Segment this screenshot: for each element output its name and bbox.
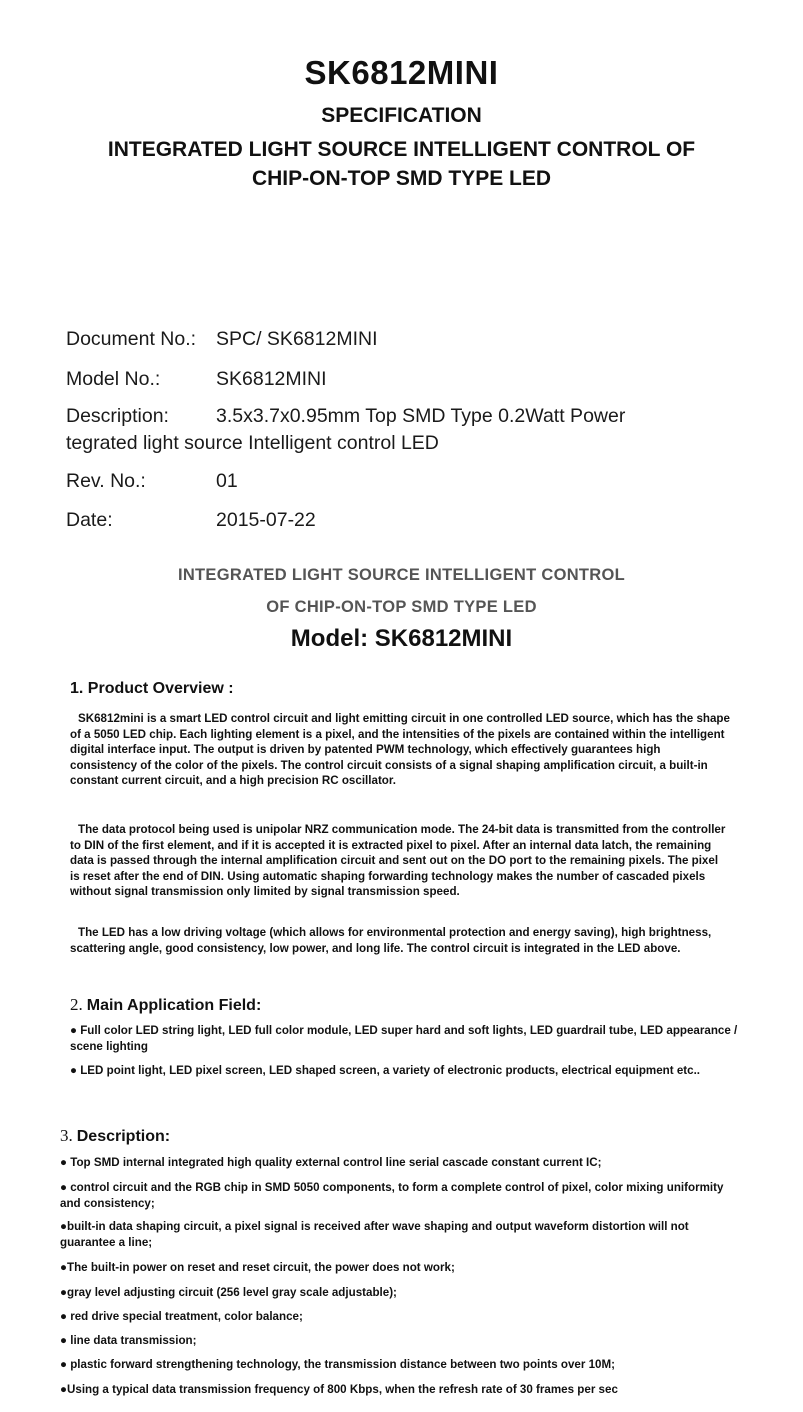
description-item: ●built-in data shaping circuit, a pixel signal is received after wave shaping and output waveform distortion will not guarantee a line; [60,1220,689,1249]
description-item: ● Top SMD internal integrated high quality external control line serial cascade constant current IC; [60,1156,602,1169]
date-label: Date: [66,509,113,531]
overview-paragraph-2: The data protocol being used is unipolar NRZ communication mode. The 24-bit data is transmitted from the controller to DIN of the first element, and if it is accepted it is extracted pixel to pixel. After an internal data latch, the remaining data is passed through the internal amplification circuit and sent out on the DO port to the remaining pixels. The pixel is reset after the end of DIN. Using automatic shaping forwarding technology makes the number of cascaded pixels without signal transmission only limited by signal transmission speed. [70,823,726,899]
description-item: ● plastic forward strengthening technology, the transmission distance between two points over 10M; [60,1358,615,1371]
description-item: ●Using a typical data transmission frequency of 800 Kbps, when the refresh rate of 30 frames per sec [60,1383,618,1396]
revision-label: Rev. No.: [66,470,146,492]
overview-paragraph-1: SK6812mini is a smart LED control circuit and light emitting circuit in one controlled LED source, which has the shape of a 5050 LED chip. Each lighting element is a pixel, and the intensities of the pixels are contained within the intelligent digital interface input. The output is driven by patented PWM technology, which effectively guarantees high consistency of the color of the pixels. The control circuit consists of a signal shaping amplification circuit, a built-in constant current circuit, and a high precision RC oscillator. [70,712,730,788]
description-number: 3. [60,1126,73,1145]
model-number-label: Model No.: [66,368,161,390]
description-item: ● red drive special treatment, color balance; [60,1310,303,1323]
document-number-label: Document No.: [66,328,197,350]
revision-value: 01 [216,470,238,492]
description-item: ●The built-in power on reset and reset circuit, the power does not work; [60,1261,455,1274]
description-item: ●gray level adjusting circuit (256 level gray scale adjustable); [60,1286,397,1299]
description-value: 3.5x3.7x0.95mm Top SMD Type 0.2Watt Power [216,405,626,427]
description-title: Description: [76,1128,171,1145]
date-value: 2015-07-22 [216,509,316,531]
overview-paragraph-3: The LED has a low driving voltage (which allows for environmental protection and energy saving), high brightness, scattering angle, good consistency, low power, and long life. The control circuit is integrated in the LED above. [70,926,712,955]
section-heading-line-2: OF CHIP-ON-TOP SMD TYPE LED [266,598,537,616]
description-heading [60,1126,170,1146]
document-number-value: SPC/ SK6812MINI [216,328,378,350]
application-item: ● Full color LED string light, LED full color module, LED super hard and soft lights, LED guardrail tube, LED appearance / scene lighting [70,1024,738,1053]
section-heading-line-1: INTEGRATED LIGHT SOURCE INTELLIGENT CONTROL [177,566,626,584]
application-number: 2. [70,995,83,1014]
specification-heading: SPECIFICATION [321,104,482,127]
model-number-value: SK6812MINI [216,368,327,390]
document-title: SK6812MINI [304,54,499,91]
product-overview-heading: 1. Product Overview : [70,680,234,697]
description-continuation: tegrated light source Intelligent control LED [66,432,439,454]
subtitle-line-1: INTEGRATED LIGHT SOURCE INTELLIGENT CONTROL OF [107,138,696,161]
application-heading [70,995,261,1015]
description-item: ● line data transmission; [60,1334,197,1347]
application-item: ● LED point light, LED pixel screen, LED shaped screen, a variety of electronic products, electrical equipment etc.. [70,1064,701,1077]
description-item: ● control circuit and the RGB chip in SMD 5050 components, to form a complete control of pixel, color mixing uniformity and consistency; [60,1181,724,1210]
subtitle-line-2: CHIP-ON-TOP SMD TYPE LED [251,167,552,190]
application-title: Main Application Field: [86,997,262,1014]
model-heading: Model: SK6812MINI [290,625,513,652]
description-label: Description: [66,405,169,427]
